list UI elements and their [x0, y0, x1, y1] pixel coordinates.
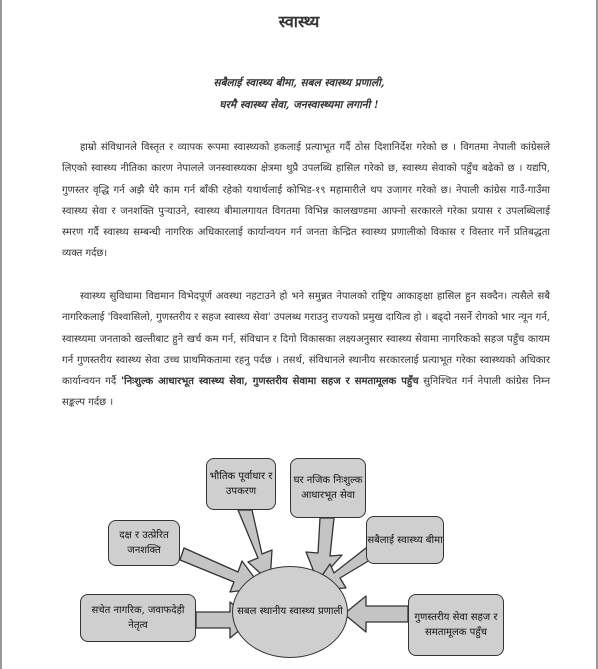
node-insurance: सबैलाई स्वास्थ्य बीमा	[366, 516, 444, 564]
node-workforce: दक्ष र उत्प्रेरित जनशक्ति	[108, 520, 180, 566]
subtitle-line-2: घरमै स्वास्थ्य सेवा, जनस्वास्थ्यमा लगानी !	[219, 99, 379, 111]
node-citizen: सचेत नागरिक, जवाफदेही नेतृत्व	[80, 594, 196, 642]
node-quality: गुणस्तरीय सेवा सहज र समतामूलक पहुँच	[408, 594, 504, 656]
arrow-quality	[344, 596, 408, 632]
page-title: स्वास्थ्य	[278, 12, 320, 31]
node-infrastructure: भौतिक पूर्वाधार र उपकरण	[206, 458, 276, 510]
paragraph-2-bold: 'निःशुल्क आधारभूत स्वास्थ्य सेवा, गुणस्तरीय सेवामा सहज र समतामूलक पहुँच	[120, 376, 419, 388]
paragraph-1: हाम्रो संविधानले विस्तृत र व्यापक रूपमा स्वास्थ्यको हकलाई प्रत्याभूत गर्दै ठोस दिशानिर्देश गरेको छ । विगतमा नेपाली कांग्रेसले लिएको स्वास्थ्य नीतिका कारण नेपालले जनस्वास्थ्यका क्षेत्रमा थुप्रै उपलब्धि हासिल गरेको छ, स्वास्थ्य सेवाको पहुँच बढेको छ । यद्यपि, गुणस्तर वृद्धि गर्न अझै धेरै काम गर्न बाँकी रहेको यथार्थलाई कोभिड-१९ महामारीले थप उजागर गरेको छ। नेपाली कांग्रेस गाउँ-गाउँमा स्वास्थ्य सेवा र जनशक्ति पुऱ्याउने, स्वास्थ्य बीमालगायत विगतमा विभिन्न कालखण्डमा आफ्नो सरकारले गरेका प्रयास र उपलब्धिलाई स्मरण गर्दै स्वास्थ्य सम्बन्धी नागरिक अधिकारलाई कार्यान्वयन गर्न जनता केन्द्रित स्वास्थ्य प्रणालीको विकास र विस्तार गर्ने प्रतिबद्धता व्यक्त गर्दछ।	[62, 142, 550, 260]
node-home-service: घर नजिक निःशुल्क आधारभूत सेवा	[290, 458, 366, 518]
center-node: सबल स्थानीय स्वास्थ्य प्रणाली	[232, 566, 348, 658]
paragraph-2-text: स्वास्थ्य सुविधामा विद्यमान विभेदपूर्ण अवस्था नहटाउने हो भने समुन्नत नेपालको राष्ट्रिय आकाङ्क्षा हासिल हुन सक्दैन। त्यसैले सबै नागरिकलाई 'विश्वासिलो, गुणस्तरीय र सहज स्वास्थ्य सेवा' उपलब्ध गराउनु राज्यको प्रमुख दायित्व हो । बढ्दो नसर्ने रोगको भार न्यून गर्न, स्वास्थ्यमा जनताको खल्तीबाट हुने खर्च कम गर्न, संविधान र दिगो विकासका लक्ष्यअनुसार स्वास्थ्य सेवामा नागरिकको सहज पहुँच कायम गर्न गुणस्तरीय स्वास्थ्य सेवा उच्च प्राथमिकतामा रहनु पर्दछ । तसर्थ, संविधानले स्थानीय सरकारलाई प्रत्याभूत गरेका स्वास्थ्यको अधिकार कार्यान्वयन गर्दै	[62, 291, 550, 388]
subtitle-line-1: सबैलाई स्वास्थ्य बीमा, सबल स्वास्थ्य प्रणाली,	[213, 77, 385, 89]
paragraph-2-tail: सुनिश्चित गर्न नेपाली कांग्रेस निम्न सङ्कल्प गर्दछ ।	[62, 376, 551, 409]
